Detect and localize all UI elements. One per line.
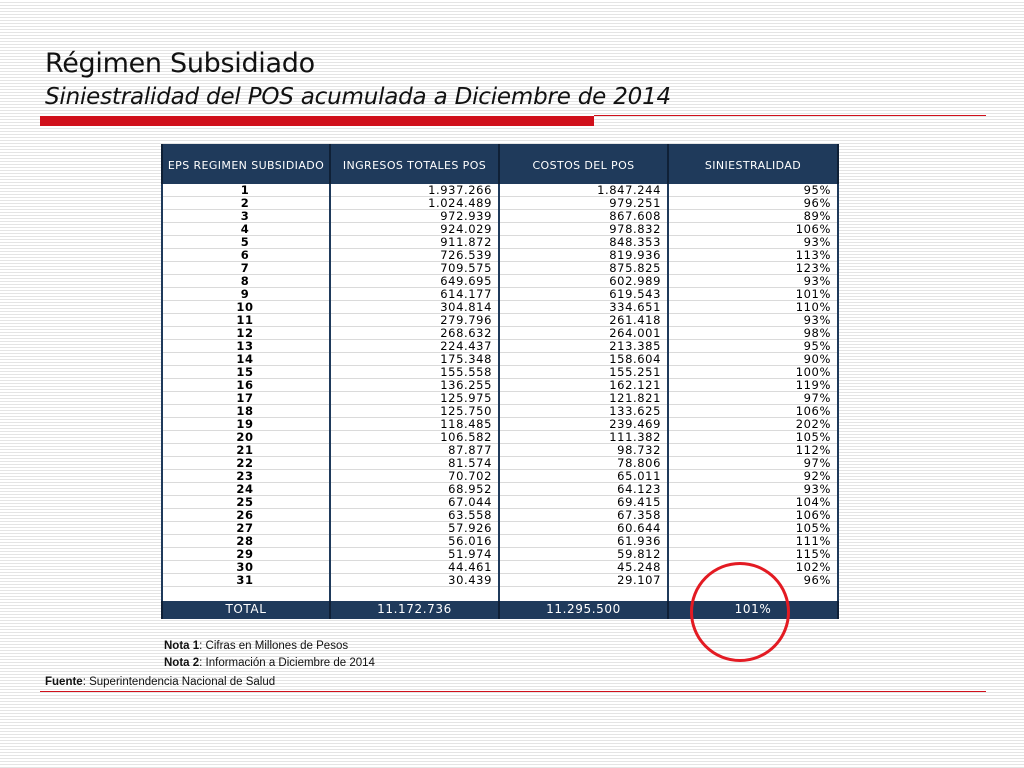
- siniestralidad-cell: 105%: [668, 522, 838, 535]
- eps-cell: 10: [162, 301, 330, 314]
- ingresos-cell: 304.814: [330, 301, 499, 314]
- table-row: [162, 457, 838, 470]
- eps-cell: 5: [162, 236, 330, 249]
- table-row: [162, 275, 838, 288]
- table-row: [162, 184, 838, 197]
- siniestralidad-cell: 93%: [668, 314, 838, 327]
- eps-cell: 9: [162, 288, 330, 301]
- costos-cell: 61.936: [499, 535, 668, 548]
- siniestralidad-cell: 93%: [668, 236, 838, 249]
- ingresos-cell: 649.695: [330, 275, 499, 288]
- ingresos-cell: 67.044: [330, 496, 499, 509]
- siniestralidad-table: [161, 144, 839, 619]
- costos-cell: 69.415: [499, 496, 668, 509]
- siniestralidad-cell: 97%: [668, 457, 838, 470]
- eps-cell: 8: [162, 275, 330, 288]
- eps-cell: 26: [162, 509, 330, 522]
- header-costos: COSTOS DEL POS: [499, 145, 668, 184]
- title-divider-line: [594, 115, 986, 116]
- ingresos-cell: 268.632: [330, 327, 499, 340]
- siniestralidad-cell: 110%: [668, 301, 838, 314]
- costos-cell: 334.651: [499, 301, 668, 314]
- ingresos-cell: 87.877: [330, 444, 499, 457]
- siniestralidad-cell: 112%: [668, 444, 838, 457]
- costos-cell: 111.382: [499, 431, 668, 444]
- header-ingresos: INGRESOS TOTALES POS: [330, 145, 499, 184]
- note-2-label: Nota 2: [164, 657, 200, 669]
- costos-cell: 133.625: [499, 405, 668, 418]
- costos-cell: 867.608: [499, 210, 668, 223]
- table-header-row: [162, 145, 838, 184]
- total-siniestralidad: 101%: [668, 601, 838, 618]
- ingresos-cell: 56.016: [330, 535, 499, 548]
- table-row: [162, 236, 838, 249]
- siniestralidad-cell: 95%: [668, 184, 838, 197]
- ingresos-cell: 106.582: [330, 431, 499, 444]
- table-row: [162, 509, 838, 522]
- costos-cell: 65.011: [499, 470, 668, 483]
- siniestralidad-cell: 93%: [668, 483, 838, 496]
- siniestralidad-cell: 101%: [668, 288, 838, 301]
- siniestralidad-cell: 115%: [668, 548, 838, 561]
- siniestralidad-cell: 100%: [668, 366, 838, 379]
- table-row: [162, 262, 838, 275]
- note-1: [164, 638, 375, 655]
- table-row: [162, 197, 838, 210]
- costos-cell: 819.936: [499, 249, 668, 262]
- title-accent-bar: [40, 116, 594, 126]
- table-row: [162, 288, 838, 301]
- highlight-circle-annotation: [690, 562, 790, 662]
- eps-cell: 24: [162, 483, 330, 496]
- ingresos-cell: 175.348: [330, 353, 499, 366]
- eps-cell: 13: [162, 340, 330, 353]
- source-note: [45, 675, 275, 689]
- header-siniestralidad: SINIESTRALIDAD: [668, 145, 838, 184]
- ingresos-cell: 924.029: [330, 223, 499, 236]
- ingresos-cell: 1.937.266: [330, 184, 499, 197]
- costos-cell: 875.825: [499, 262, 668, 275]
- costos-cell: 1.847.244: [499, 184, 668, 197]
- siniestralidad-cell: 96%: [668, 574, 838, 587]
- siniestralidad-cell: 119%: [668, 379, 838, 392]
- costos-cell: 29.107: [499, 574, 668, 587]
- ingresos-cell: 81.574: [330, 457, 499, 470]
- table-row: [162, 327, 838, 340]
- spacer-cell: [499, 587, 668, 602]
- ingresos-cell: 726.539: [330, 249, 499, 262]
- eps-cell: 11: [162, 314, 330, 327]
- eps-cell: 6: [162, 249, 330, 262]
- eps-cell: 27: [162, 522, 330, 535]
- siniestralidad-cell: 123%: [668, 262, 838, 275]
- ingresos-cell: 125.975: [330, 392, 499, 405]
- eps-cell: 16: [162, 379, 330, 392]
- table-row: [162, 249, 838, 262]
- costos-cell: 213.385: [499, 340, 668, 353]
- table-row: [162, 405, 838, 418]
- ingresos-cell: 614.177: [330, 288, 499, 301]
- ingresos-cell: 118.485: [330, 418, 499, 431]
- eps-cell: 18: [162, 405, 330, 418]
- table-row: [162, 483, 838, 496]
- costos-cell: 98.732: [499, 444, 668, 457]
- costos-cell: 978.832: [499, 223, 668, 236]
- ingresos-cell: 155.558: [330, 366, 499, 379]
- ingresos-cell: 70.702: [330, 470, 499, 483]
- siniestralidad-cell: 96%: [668, 197, 838, 210]
- siniestralidad-cell: 105%: [668, 431, 838, 444]
- table-row: [162, 210, 838, 223]
- note-2-text: : Información a Diciembre de 2014: [199, 657, 375, 669]
- costos-cell: 848.353: [499, 236, 668, 249]
- costos-cell: 239.469: [499, 418, 668, 431]
- siniestralidad-cell: 106%: [668, 405, 838, 418]
- note-1-label: Nota 1: [164, 640, 200, 652]
- siniestralidad-cell: 104%: [668, 496, 838, 509]
- spacer-cell: [330, 587, 499, 602]
- eps-cell: 20: [162, 431, 330, 444]
- costos-cell: 60.644: [499, 522, 668, 535]
- eps-cell: 19: [162, 418, 330, 431]
- eps-cell: 17: [162, 392, 330, 405]
- ingresos-cell: 30.439: [330, 574, 499, 587]
- note-2: [164, 655, 375, 672]
- costos-cell: 602.989: [499, 275, 668, 288]
- costos-cell: 264.001: [499, 327, 668, 340]
- table-row: [162, 431, 838, 444]
- ingresos-cell: 125.750: [330, 405, 499, 418]
- table-row: [162, 340, 838, 353]
- table-row: [162, 470, 838, 483]
- costos-cell: 979.251: [499, 197, 668, 210]
- spacer-cell: [162, 587, 330, 602]
- eps-cell: 31: [162, 574, 330, 587]
- siniestralidad-cell: 102%: [668, 561, 838, 574]
- siniestralidad-cell: 93%: [668, 275, 838, 288]
- table-row: [162, 535, 838, 548]
- eps-cell: 23: [162, 470, 330, 483]
- eps-cell: 4: [162, 223, 330, 236]
- eps-cell: 30: [162, 561, 330, 574]
- eps-cell: 12: [162, 327, 330, 340]
- siniestralidad-cell: 111%: [668, 535, 838, 548]
- costos-cell: 619.543: [499, 288, 668, 301]
- ingresos-cell: 136.255: [330, 379, 499, 392]
- total-costos: 11.295.500: [499, 601, 668, 618]
- ingresos-cell: 57.926: [330, 522, 499, 535]
- slide-title: Régimen Subsidiado: [45, 48, 315, 79]
- table-row: [162, 418, 838, 431]
- eps-cell: 29: [162, 548, 330, 561]
- slide-subtitle: Siniestralidad del POS acumulada a Diciembre de 2014: [45, 84, 671, 110]
- header-eps: EPS REGIMEN SUBSIDIADO: [162, 145, 330, 184]
- ingresos-cell: 1.024.489: [330, 197, 499, 210]
- table-row: [162, 379, 838, 392]
- eps-cell: 15: [162, 366, 330, 379]
- source-text: : Superintendencia Nacional de Salud: [82, 676, 276, 688]
- eps-cell: 3: [162, 210, 330, 223]
- table-row: [162, 353, 838, 366]
- table-row: [162, 314, 838, 327]
- costos-cell: 64.123: [499, 483, 668, 496]
- costos-cell: 158.604: [499, 353, 668, 366]
- table-row: [162, 496, 838, 509]
- siniestralidad-cell: 92%: [668, 470, 838, 483]
- ingresos-cell: 972.939: [330, 210, 499, 223]
- costos-cell: 121.821: [499, 392, 668, 405]
- table-row: [162, 366, 838, 379]
- ingresos-cell: 709.575: [330, 262, 499, 275]
- eps-cell: 28: [162, 535, 330, 548]
- eps-cell: 22: [162, 457, 330, 470]
- eps-cell: 1: [162, 184, 330, 197]
- costos-cell: 155.251: [499, 366, 668, 379]
- notes-block: [164, 638, 375, 672]
- costos-cell: 67.358: [499, 509, 668, 522]
- siniestralidad-cell: 106%: [668, 223, 838, 236]
- costos-cell: 78.806: [499, 457, 668, 470]
- note-1-text: : Cifras en Millones de Pesos: [199, 640, 349, 652]
- siniestralidad-cell: 95%: [668, 340, 838, 353]
- ingresos-cell: 224.437: [330, 340, 499, 353]
- siniestralidad-cell: 90%: [668, 353, 838, 366]
- costos-cell: 261.418: [499, 314, 668, 327]
- eps-cell: 14: [162, 353, 330, 366]
- eps-cell: 25: [162, 496, 330, 509]
- costos-cell: 45.248: [499, 561, 668, 574]
- ingresos-cell: 68.952: [330, 483, 499, 496]
- table-row: [162, 392, 838, 405]
- siniestralidad-cell: 202%: [668, 418, 838, 431]
- ingresos-cell: 279.796: [330, 314, 499, 327]
- table-row: [162, 223, 838, 236]
- table-row: [162, 444, 838, 457]
- ingresos-cell: 51.974: [330, 548, 499, 561]
- eps-cell: 21: [162, 444, 330, 457]
- siniestralidad-cell: 106%: [668, 509, 838, 522]
- footer-divider-line: [40, 691, 986, 692]
- table-row: [162, 522, 838, 535]
- table-row: [162, 548, 838, 561]
- siniestralidad-cell: 89%: [668, 210, 838, 223]
- costos-cell: 59.812: [499, 548, 668, 561]
- eps-cell: 2: [162, 197, 330, 210]
- total-ingresos: 11.172.736: [330, 601, 499, 618]
- eps-cell: 7: [162, 262, 330, 275]
- ingresos-cell: 911.872: [330, 236, 499, 249]
- total-label: TOTAL: [162, 601, 330, 618]
- ingresos-cell: 44.461: [330, 561, 499, 574]
- table-row: [162, 301, 838, 314]
- source-label: Fuente: [45, 676, 83, 688]
- costos-cell: 162.121: [499, 379, 668, 392]
- siniestralidad-table-container: [161, 144, 837, 619]
- siniestralidad-cell: 98%: [668, 327, 838, 340]
- siniestralidad-cell: 113%: [668, 249, 838, 262]
- siniestralidad-cell: 97%: [668, 392, 838, 405]
- ingresos-cell: 63.558: [330, 509, 499, 522]
